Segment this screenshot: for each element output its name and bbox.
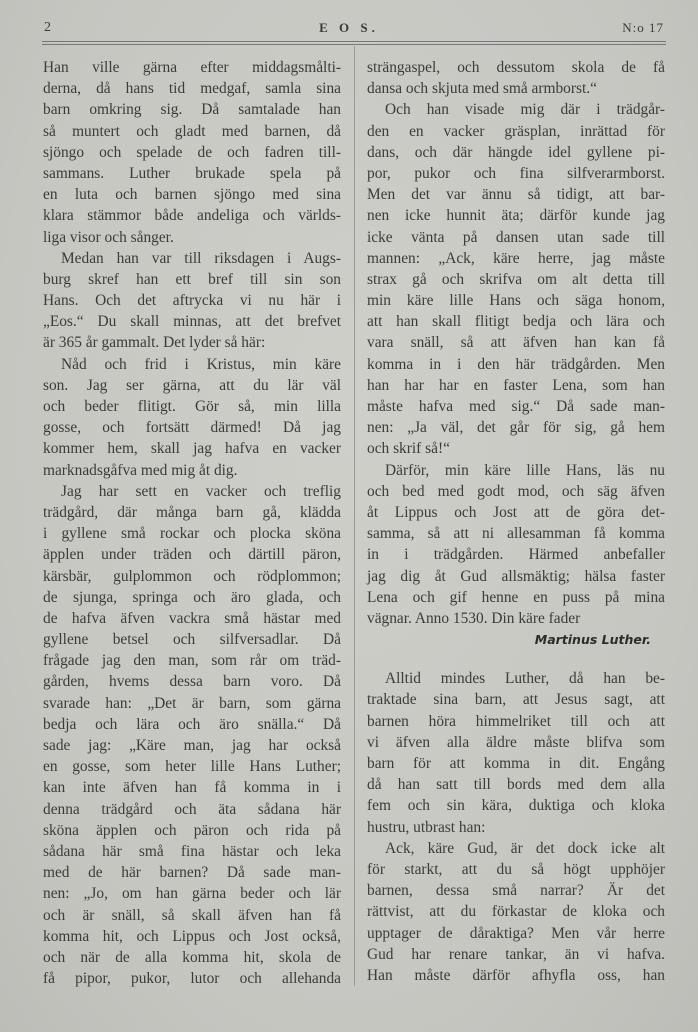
text-line: dans, och där hängde idel gyllene pi- [367, 143, 665, 161]
text-line: Han måste därför afhyfla oss, han [367, 966, 665, 984]
text-line: bedja och lära och äro snälla.“ Då [43, 715, 341, 733]
text-line: måste hafva med sig.“ Då sade man- [367, 398, 665, 415]
text-line: frågade jag den man, som rår om träd- [43, 652, 341, 670]
signature: Martinus Luther. [534, 632, 651, 648]
header-rule-bottom [42, 44, 666, 45]
text-line: komma in i den här trädgården. Men [367, 355, 665, 373]
text-line: Men det var ännu så tidigt, att bar- [367, 186, 665, 204]
text-line: åt Lippus och Jost att de göra det- [367, 503, 665, 521]
text-line: Hans. Och det aftrycka vi nu här i [43, 292, 341, 310]
text-line: en gosse, som heter lille Hans Luther; [43, 758, 341, 776]
paragraph [367, 57, 665, 99]
periodical-title: E O S. [319, 20, 379, 35]
text-line: jag dig åt Gud allsmäktig; hälsa faster [367, 567, 665, 585]
text-line: min käre lille Hans och säga honom, [367, 292, 665, 310]
paragraph [367, 838, 665, 986]
text-line: en luta och barnen sjöngo med sina [43, 186, 341, 204]
text-line: han har har en faster Lena, som han [367, 376, 665, 394]
issue-number: N:o 17 [622, 20, 664, 35]
text-line: liga visor och sånger. [43, 228, 174, 246]
text-line: icke vänta på dansen utan sade till [367, 228, 665, 246]
text-line: äpplen under träden och därtill päron, [43, 546, 341, 564]
text-line: vara snäll, så att äfven han kan få [367, 334, 665, 352]
text-line: för starkt, att du så högt upphöjer [367, 860, 665, 878]
text-line: den en vacker gräsplan, inrättad för [367, 122, 665, 140]
text-line: och skrif så!“ [367, 440, 450, 458]
text-line: med de här barnen? Då sade man- [43, 864, 341, 882]
text-line: de sjunga, springa och äro glada, och [43, 588, 341, 606]
text-line: Ack, käre Gud, är det dock icke alt [385, 839, 665, 857]
text-line: barnen, dessa små narrar? Är det [367, 882, 665, 900]
paragraph [43, 354, 341, 481]
text-line: vägnar. Anno 1530. Din käre fader [367, 609, 581, 627]
paragraph [367, 99, 665, 459]
text-line: Alltid mindes Luther, då han be- [385, 670, 665, 688]
text-line: trädgård, där många barn gå, klädda [43, 503, 341, 521]
text-line: barnen höra himmelriket till och att [367, 712, 665, 730]
text-line: barn för att komma in dit. Engång [367, 755, 665, 772]
paragraph [367, 460, 665, 630]
text-line: då han satt till bords med dem alla [367, 776, 665, 794]
text-line: och bed med godt mod, och säg äfven [367, 482, 665, 500]
text-line: strängaspel, och dessutom skola de få [367, 59, 665, 76]
text-line: son. Jag ser gärna, att du lär väl [43, 376, 341, 394]
text-line: samma, så att ni allesamman få komma [367, 525, 665, 543]
text-line: Gud har renare tankar, än vi hafva. [367, 945, 665, 963]
text-line: strax gå och skrifva om alt detta till [367, 270, 665, 288]
text-line: barn omkring sig. Då samtalade han [43, 101, 341, 119]
text-line: svarade han: „Det är barn, som gärna [43, 694, 341, 712]
paragraph [367, 668, 665, 838]
text-line: sammans. Luther brukade spela på [43, 164, 341, 182]
text-line: upptager de dåraktiga? Men vår herre [367, 924, 665, 942]
paragraph [43, 248, 341, 354]
text-line: in i trädgården. Härmed anbefaller [367, 546, 665, 564]
text-line: är 365 år gammalt. Det lyder så här: [43, 334, 266, 352]
text-line: Lena och gif henne en puss på mina [367, 588, 665, 606]
text-column-right [367, 57, 665, 986]
text-line: att han skall flitigt bedja och lära och [367, 313, 665, 331]
text-column-left [43, 57, 341, 989]
text-line: Jag har sett en vacker och treflig [61, 482, 341, 500]
text-line: Därför, min käre lille Hans, läs nu [385, 461, 665, 479]
text-line: rättvist, att du förkastar de kloka och [367, 903, 665, 921]
text-line: och beder flitigt. Gör så, min lilla [43, 398, 341, 415]
text-line: så muntert och gladt med barnen, då [43, 122, 341, 140]
text-line: sådana här små fina hästar och leka [43, 842, 341, 860]
text-line: „Eos.“ Du skall minnas, att det brefvet [43, 313, 341, 331]
text-line: nen: „Ja väl, det går för sig, gå hem [367, 419, 665, 437]
text-line: gården, hvems dessa barn voro. Då [43, 673, 341, 691]
text-line: Och han visade mig där i trädgår- [385, 101, 665, 119]
text-line: gyllene betsel och silfversadlar. Då [43, 631, 341, 649]
text-line: Nåd och frid i Kristus, min käre [61, 355, 341, 373]
text-line: gosse, och fortsätt därmed! Då jag [43, 419, 341, 437]
text-line: marknadsgåfva med mig åt dig. [43, 461, 238, 479]
text-line: Han ville gärna efter middagsmålti- [43, 59, 341, 76]
text-line: och är snäll, så skall äfven han få [43, 906, 341, 924]
text-line: och när de alla komma hit, skola de [43, 948, 341, 966]
text-line: de hafva äfven vackra små hästar med [43, 609, 341, 627]
text-line: kan inte äfven han få komma in i [43, 779, 341, 797]
text-line: derna, då hans tid medgaf, samla sina [43, 80, 341, 98]
text-line: por, pukor och fina silfverarmborst. [367, 164, 665, 182]
text-line: nen: „Jo, om han gärna beder och lär [43, 885, 341, 903]
text-line: klara stämmor både andeliga och världs- [43, 207, 341, 225]
text-line: denna trädgård och äta sådana här [43, 800, 341, 818]
text-line: sköna äpplen och päron och rida på [43, 821, 341, 839]
text-line: hustru, utbrast han: [367, 818, 486, 836]
text-line: i gyllene små rockar och plocka sköna [43, 525, 341, 543]
text-line: sade jag: „Käre man, jag har också [43, 737, 341, 754]
text-line: komma hit, och Lippus och Jost också, [43, 927, 341, 945]
text-line: Medan han var till riksdagen i Augs- [61, 249, 341, 267]
text-line: traktade sina barn, att Jesus sagt, att [367, 691, 665, 709]
text-line: fem och sin kära, duktiga och kloka [367, 797, 665, 815]
text-line: mannen: „Ack, käre herre, jag måste [367, 249, 665, 267]
text-line: dansa och skjuta med små armborst.“ [367, 80, 597, 98]
text-line: få pipor, pukor, lutor och allehanda [43, 970, 341, 988]
page-number: 2 [44, 20, 52, 35]
paragraph [43, 481, 341, 990]
text-line: sjöngo och spelade de och fadren till- [43, 143, 341, 161]
text-line: burg skref han ett bref till sin son [43, 270, 341, 288]
paragraph [43, 57, 341, 248]
text-line: kärsbär, gulplommon och rödplommon; [43, 567, 341, 585]
header-rule-top [42, 41, 666, 42]
column-divider [354, 46, 355, 986]
text-line: nen icke hunnit äta; därför kunde jag [367, 207, 665, 225]
text-line: vi äfven alla äldre måste blifva som [367, 733, 665, 751]
text-line: kommer hem, skall jag hafva en vacker [43, 440, 341, 458]
